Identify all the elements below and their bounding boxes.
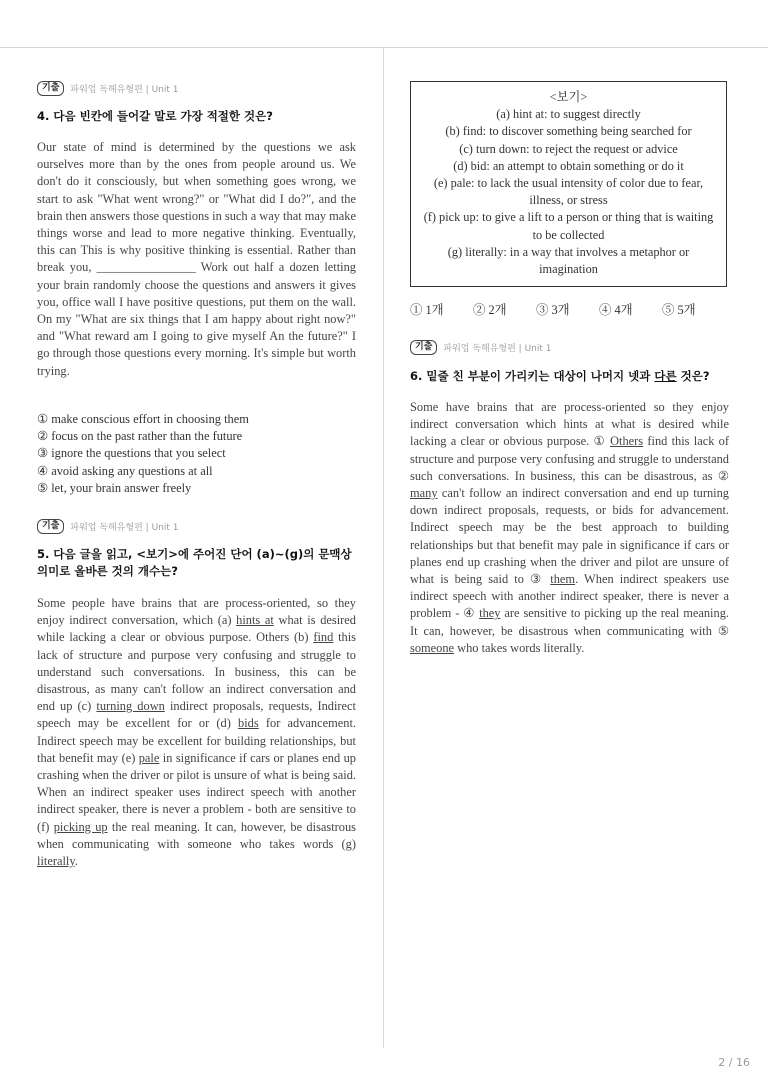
bogi-line: (b) find: to discover something being searched for [445,124,692,139]
tag-source: 파워업 독해유형편 | Unit 1 [443,344,552,354]
exam-tag: 기출 [37,81,64,96]
tag-source: 파워업 독해유형편 | Unit 1 [70,523,179,533]
bogi-title: <보기> [549,90,588,104]
q5-answer-options [410,300,729,318]
q6-tag-row [410,340,552,355]
q4-title: 4. 다음 빈칸에 들어갈 말로 가장 적절한 것은? [37,109,273,123]
count-option[interactable]: ① 1개 [410,303,444,317]
count-option[interactable]: ⑤ 5개 [662,303,696,317]
q4-option[interactable]: ⑤ let, your brain answer freely [37,480,192,495]
exam-tag: 기출 [410,340,437,355]
q4-option[interactable]: ③ ignore the questions that you select [37,446,226,461]
bogi-box [410,81,727,287]
q5-title: 5. 다음 글을 읽고, <보기>에 주어진 단어 (a)~(g)의 문맥상 의미로 올바른 것의 개수는? [37,547,352,578]
exam-tag: 기출 [37,519,64,534]
q4-option[interactable]: ① make conscious effort in choosing them [37,412,249,426]
q4-tag-row [37,81,179,96]
q4-options [37,411,356,497]
q5-passage: Some people have brains that are process-oriented, so they enjoy indirect conversation, which (a) hints at what is desired while lacking a clear or obvious purpose. Others (b) find this lack of structure and purpose very confusing and struggle to understand such conversations. In business, this can be disastrous, as many can't follow an indirect conversation and end up (c) turning down indirect proposals, requests, Indirect speech may be excellent for or (d) bids for advancement. Indirect speech may be excellent for building relationships, but that benefit may (e) pale in significance if cars or planes end up crashing when the driver or pilot is unsure of what is being said. When an indirect speaker uses indirect speech with another indirect speaker, there is never a problem - both are sensitive to (f) picking up the real meaning. It can, however, be disastrous when communicating with someone who takes words (g) literally. [37,596,357,869]
bogi-line: (g) literally: in a way that involves a metaphor or imagination [447,244,690,277]
q6-passage: Some have brains that are process-oriented so they enjoy indirect conversation which hints at what is desired while lacking a clear or obvious purpose. ① Others find this lack of structure and purpose very confusing and struggle to understand such conversations. In business, this can be disastrous, as ② many can't follow an indirect conversation and end up turning down indirect proposals, requests, or bids for advancement. Indirect speech may be the best approach to building relationships but that benefit may pale in significance if cars or planes end up crashing when the driver and pilot are unsure of what is being said to ③ them. When indirect speakers use indirect speech with another indirect speaker, there is never a problem - ④ they are sensitive to picking up the real meaning. It can, however, be disastrous when communicating with ⑤ someone who takes words literally. [410,400,729,655]
q4-passage: Our state of mind is determined by the questions we ask ourselves more than by the ones from people around us. We don't do it consciously, but when something goes wrong, we start to ask "What went wrong?" or "What did I do?", and the brain then answers those questions in such a way that may make things worse and lead to more negative thinking. Eventually, this can This is why positive thinking is essential. Rather than break you, ________________ Work out half a dozen letting your brain randomly choose the questions and answers it gives you, office wall I have positive questions, put them on the wall. On my "What are six things that I am happy about right now?" and "What reward am I going to give myself An the future?" I go through those questions every morning. It's simple but worth trying. [37,140,356,378]
bogi-line: (f) pick up: to give a lift to a person or thing that is waiting to be collected [423,210,714,242]
count-option[interactable]: ④ 4개 [599,303,633,317]
count-option[interactable]: ③ 3개 [536,303,570,317]
header-rule [0,47,768,48]
q4-option[interactable]: ② focus on the past rather than the future [37,429,243,444]
page-number: 2 / 16 [718,1056,750,1069]
tag-source: 파워업 독해유형편 | Unit 1 [70,85,179,95]
bogi-line: (a) hint at: to suggest directly [496,107,641,122]
q6-title: 6. 밑줄 친 부분이 가리키는 대상이 나머지 넷과 다른 것은? [410,369,710,383]
count-option[interactable]: ② 2개 [473,303,507,317]
bogi-line: (d) bid: an attempt to obtain something or do it [453,158,684,173]
q5-tag-row [37,519,179,534]
bogi-line: (c) turn down: to reject the request or advice [459,141,678,156]
q4-option[interactable]: ④ avoid asking any questions at all [37,463,213,478]
column-divider [383,48,384,1048]
bogi-line: (e) pale: to lack the usual intensity of color due to fear, illness, or stress [433,176,704,208]
